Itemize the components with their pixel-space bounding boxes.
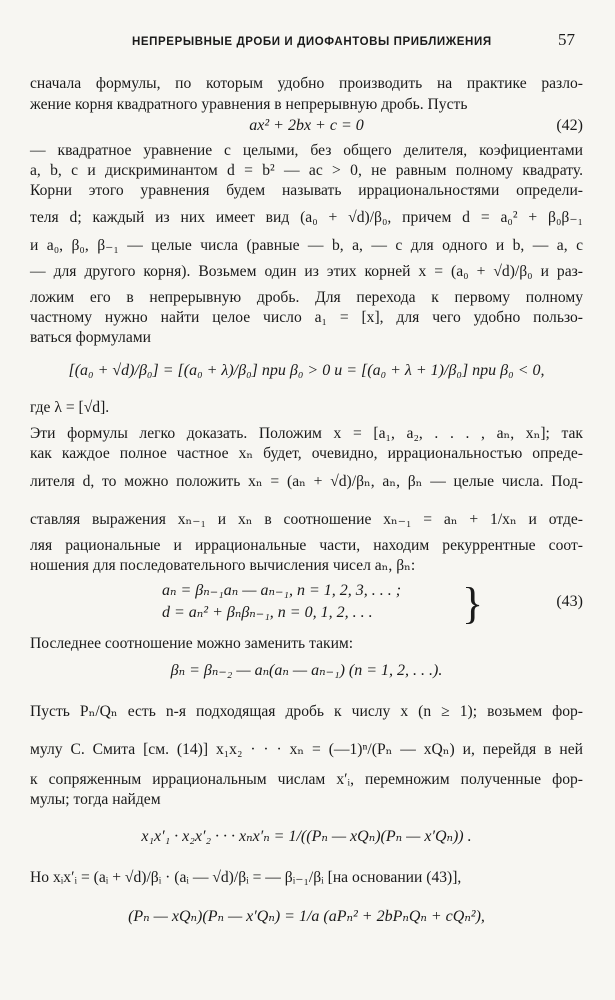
text-line: — квадратное уравнение с целыми, без общего делителя, коэфициентами (30, 142, 583, 159)
equation-text: d = aₙ² + βₙβₙ₋₁, n = 0, 1, 2, . . . (162, 604, 373, 621)
text-line: к сопряженным иррациональным числам x′ᵢ, перемножим полученные фор- (30, 771, 583, 788)
equation-number: (43) (556, 593, 583, 610)
text-line: и a₀, β₀, β₋₁ — целые числа (равные — b, a, — c для одного и b, — a, c (30, 237, 583, 254)
text-line: Но xᵢx′ᵢ = (aᵢ + √d)/βᵢ · (aᵢ — √d)/βᵢ = — βᵢ₋₁/βᵢ [на основании (43)], (30, 869, 462, 886)
text-line: частному нужно найти целое число a₁ = [x], для чего удобно пользо- (30, 309, 583, 326)
text-line: ляя рациональные и иррациональные части, находим рекуррентные соот- (30, 537, 583, 554)
text-line: Эти формулы легко доказать. Положим x = [a₁, a₂, . . . , aₙ, xₙ]; так (30, 425, 583, 442)
text-line: мулу С. Смита [см. (14)] x₁x₂ · · · xₙ = (—1)ⁿ/(Pₙ — xQₙ) и, перейдя в ней (30, 741, 583, 758)
text-line: Последнее соотношение можно заменить таким: (30, 635, 354, 652)
equation-text: [(a₀ + √d)/β₀] = [(a₀ + λ)/β₀] при β₀ > 0 и = [(a₀ + λ + 1)/β₀] при β₀ < 0, (68, 362, 545, 379)
formula-conjugate-product (30, 906, 583, 928)
text-line: ложим его в непрерывную дробь. Для перехода к первому полному (30, 289, 583, 306)
text-line: Пусть Pₙ/Qₙ есть n-я подходящая дробь к числу x (n ≥ 1); возьмем фор- (30, 703, 583, 720)
equation-43-line-2 (30, 593, 583, 624)
formula-product (30, 826, 583, 848)
text-line: Корни этого уравнения будем называть иррациональностями определи- (30, 182, 583, 199)
text-line: жение корня квадратного уравнения в непрерывную дробь. Пусть (30, 96, 468, 113)
equation-text: ax² + 2bx + c = 0 (249, 117, 364, 134)
text-line: сначала формулы, по которым удобно производить на практике разло- (30, 75, 583, 92)
text-line: лителя d, то можно положить xₙ = (aₙ + √d)/βₙ, aₙ, βₙ — целые числа. Под- (30, 473, 583, 490)
page-number: 57 (558, 30, 575, 49)
equation-42 (30, 115, 583, 137)
equation-number: (42) (556, 117, 583, 134)
text-line: ваться формулами (30, 329, 151, 346)
text-line: — для другого корня). Возьмем один из этих корней x = (a₀ + √d)/β₀ и раз- (30, 263, 583, 280)
equation-text: βₙ = βₙ₋₂ — aₙ(aₙ — aₙ₋₁) (n = 1, 2, . . .). (170, 662, 443, 679)
equation-43-line-1 (30, 580, 583, 602)
text-line: как каждое полное частное xₙ будет, очевидно, иррациональностью опреде- (30, 445, 583, 462)
formula-floor (30, 360, 583, 382)
text-line: где λ = [√d]. (30, 399, 110, 416)
text-line: мулы; тогда найдем (30, 791, 161, 808)
equation-text: (Pₙ — xQₙ)(Pₙ — x′Qₙ) = 1/a (aPₙ² + 2bPₙQₙ + cQₙ²), (128, 908, 485, 925)
equation-text: x₁x′₁ · x₂x′₂ · · · xₙx′ₙ = 1/((Pₙ — xQₙ)(Pₙ — x′Qₙ)) . (141, 828, 472, 845)
equation-text: aₙ = βₙ₋₁aₙ — aₙ₋₁, n = 1, 2, 3, . . . ; (162, 582, 402, 599)
running-head: НЕПРЕРЫВНЫЕ ДРОБИ И ДИОФАНТОВЫ ПРИБЛИЖЕНИЯ (132, 36, 492, 48)
formula-beta-recurrence (30, 660, 583, 682)
text-line: теля d; каждый из них имеет вид (a₀ + √d)/β₀, причем d = a₀² + β₀β₋₁ (30, 209, 583, 226)
text-line: ставляя выражения xₙ₋₁ и xₙ в соотношение xₙ₋₁ = aₙ + 1/xₙ и отде- (30, 511, 583, 528)
text-line: ношения для последовательного вычисления чисел aₙ, βₙ: (30, 557, 416, 574)
page-header (0, 30, 615, 50)
text-line: a, b, c и дискриминантом d = b² — ac > 0, не равным полному квадрату. (30, 162, 583, 179)
brace-symbol: } (462, 579, 484, 628)
